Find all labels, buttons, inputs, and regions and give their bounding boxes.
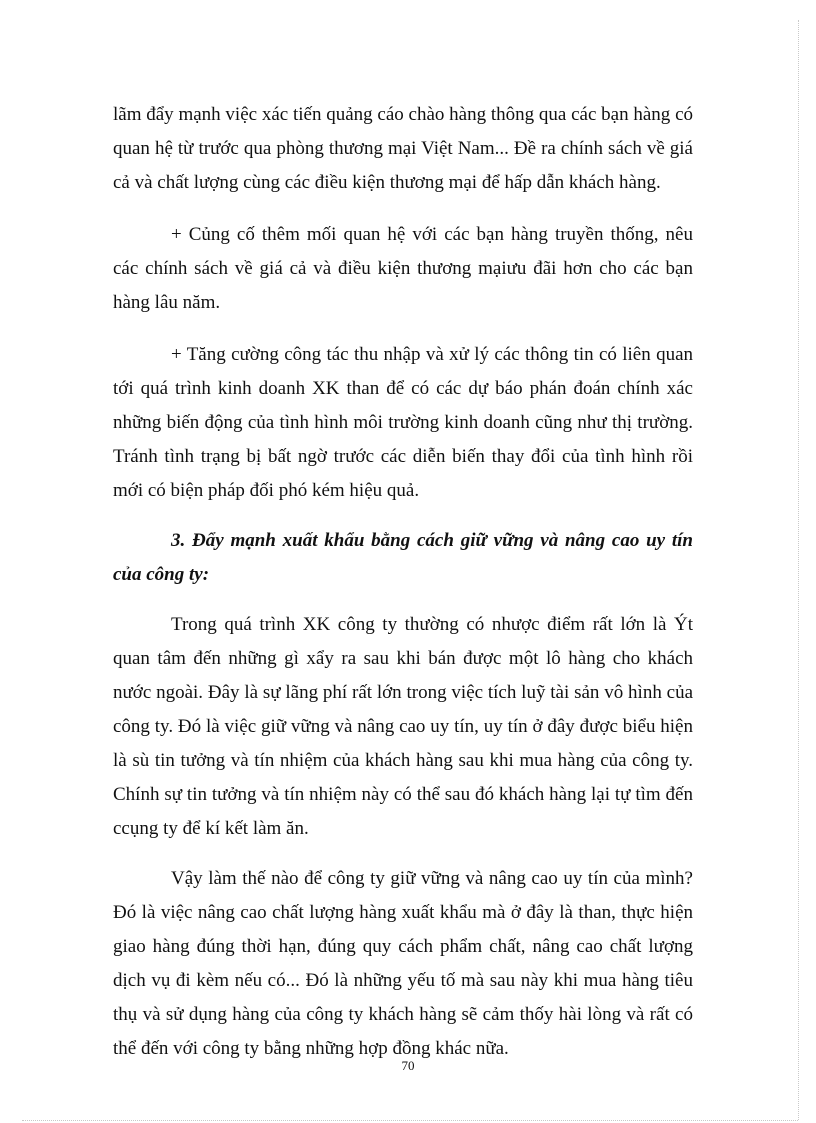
- paragraph-3: + Tăng cường công tác thu nhập và xử lý các thông tin có liên quan tới quá trình kinh doanh XK than để có các dự báo phán đoán chính xác những biến động của tình hình môi trường kinh doanh cũng như thị trường. Tránh tình trạng bị bất ngờ trước các diễn biến thay đổi của tình hình rồi mới có biện pháp đối phó kém hiệu quả.: [113, 344, 693, 501]
- section-heading: 3. Đẩy mạnh xuất khẩu bằng cách giữ vững và nâng cao uy tín của công ty:: [113, 530, 693, 585]
- page-border-right: [798, 20, 799, 1120]
- paragraph-1: lãm đẩy mạnh việc xác tiến quảng cáo chào hàng thông qua các bạn hàng có quan hệ từ trước qua phòng thương mại Việt Nam... Đề ra chính sách về giá cả và chất lượng cùng các điều kiện thương mại để hấp dẫn khách hàng.: [113, 104, 693, 193]
- paragraph-2: + Củng cố thêm mối quan hệ với các bạn hàng truyền thống, nêu các chính sách về giá cả và điều kiện thương mạiưu đãi hơn cho các bạn hàng lâu năm.: [113, 224, 693, 313]
- page-number: 70: [401, 1058, 415, 1073]
- paragraph-4: Trong quá trình XK công ty thường có nhược điểm rất lớn là Ýt quan tâm đến những gì xẩy ra sau khi bán được một lô hàng cho khách nước ngoài. Đây là sự lãng phí rất lớn trong việc tích luỹ tài sản vô hình của công ty. Đó là việc giữ vững và nâng cao uy tín, uy tín ở đây được biểu hiện là sù tin tưởng và tín nhiệm của khách hàng sau khi mua hàng của công ty. Chính sự tin tưởng và tín nhiệm này có thể sau đó khách hàng lại tự tìm đến ccụng ty để kí kết làm ăn.: [113, 614, 693, 839]
- page-border-bottom: [22, 1120, 798, 1121]
- paragraph-5: Vậy làm thế nào để công ty giữ vững và nâng cao uy tín của mình? Đó là việc nâng cao chất lượng hàng xuất khẩu mà ở đây là than, thực hiện giao hàng đúng thời hạn, đúng quy cách phẩm chất, nâng cao chất lượng dịch vụ đi kèm nếu có... Đó là những yếu tố mà sau này khi mua hàng tiêu thụ và sử dụng hàng của công ty khách hàng sẽ cảm thốy hài lòng và rất có thể đến với công ty bằng những hợp đồng khác nữa.: [113, 868, 693, 1059]
- document-body: [113, 98, 693, 1066]
